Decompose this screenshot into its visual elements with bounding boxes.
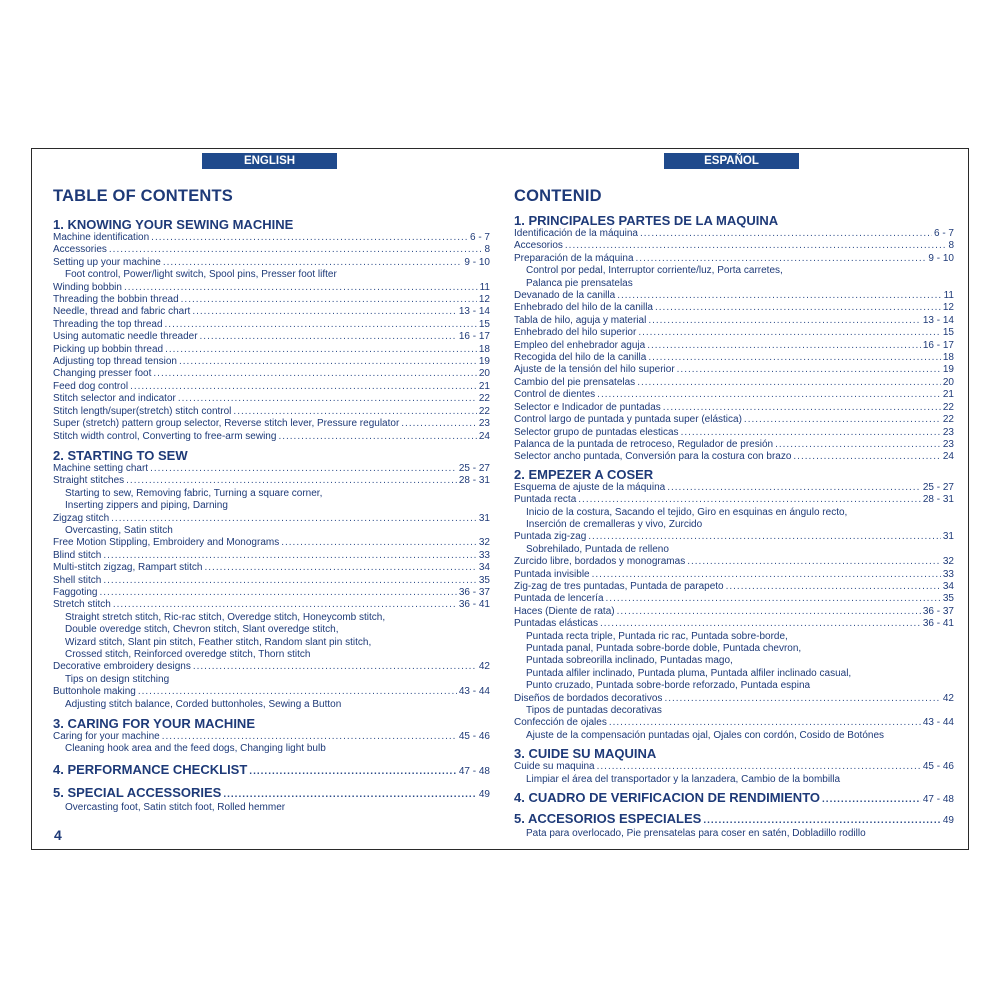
entry-label: Selector ancho puntada, Conversión para la costura con brazo — [514, 451, 792, 463]
toc-entry — [53, 513, 490, 525]
entry-page-number: 22 — [478, 393, 490, 405]
entry-subtopics: Inserción de cremalleras y vivo, Zurcido — [526, 518, 703, 530]
entry-subtopics: Cleaning hook area and the feed dogs, Changing light bulb — [65, 743, 326, 755]
toc-entry — [53, 319, 490, 331]
entry-page-number: 21 — [478, 380, 490, 392]
section-page-number: 49 — [478, 788, 490, 800]
entry-page-number: 35 — [478, 574, 490, 586]
section-page-number: 47 - 48 — [922, 794, 954, 806]
entry-page-number: 43 - 44 — [922, 717, 954, 729]
entry-subtopics: Adjusting stitch balance, Corded buttonholes, Sewing a Button — [65, 698, 342, 710]
entry-page-number: 12 — [942, 302, 954, 314]
entry-page-number: 18 — [478, 343, 490, 355]
toc-entry — [514, 451, 954, 463]
dot-leader — [179, 356, 477, 368]
toc-section-heading — [53, 716, 490, 731]
entry-label: Puntada recta — [514, 494, 577, 506]
section-page-number: 47 - 48 — [458, 765, 490, 777]
dot-leader — [606, 593, 941, 605]
dot-leader — [192, 306, 457, 318]
section-page-number: 49 — [942, 815, 954, 827]
entry-page-number: 35 — [942, 593, 954, 605]
dot-leader — [647, 340, 921, 352]
entry-label: Cambio del pie prensatelas — [514, 376, 636, 388]
entry-page-number: 42 — [478, 661, 490, 673]
toc-entry — [514, 389, 954, 401]
spanish-language-tab: ESPAÑOL — [664, 153, 799, 169]
entry-label: Tabla de hilo, aguja y material — [514, 314, 647, 326]
section-title: 1. KNOWING YOUR SEWING MACHINE — [53, 217, 294, 232]
entry-page-number: 22 — [942, 414, 954, 426]
entry-label: Zurcido libre, bordados y monogramas — [514, 556, 686, 568]
entry-label: Selector grupo de puntadas elesticas — [514, 426, 679, 438]
entry-page-number: 16 - 17 — [922, 339, 954, 351]
dot-leader — [775, 439, 941, 451]
dot-leader — [744, 414, 941, 426]
toc-section-heading — [53, 762, 490, 779]
entry-label: Threading the top thread — [53, 318, 163, 330]
entry-label: Stitch length/super(stretch) stitch control — [53, 405, 232, 417]
entry-label: Buttonhole making — [53, 686, 136, 698]
entry-subtopics: Pata para overlocado, Pie prensatelas para coser en satén, Dobladillo rodillo — [526, 828, 866, 840]
toc-entry — [53, 587, 490, 599]
toc-entry — [514, 761, 954, 773]
entry-label: Machine identification — [53, 232, 150, 243]
entry-label: Identificación de la máquina — [514, 228, 638, 239]
toc-entry — [514, 581, 954, 593]
toc-entry — [53, 575, 490, 587]
spanish-toc-list — [514, 213, 954, 840]
dot-leader — [165, 319, 477, 331]
dot-leader — [638, 327, 941, 339]
toc-entry — [53, 661, 490, 673]
toc-entry — [53, 232, 490, 244]
dot-leader — [99, 587, 456, 599]
entry-subtopics: Foot control, Power/light switch, Spool pins, Presser foot lifter — [65, 269, 337, 281]
toc-entry — [53, 686, 490, 698]
dot-leader — [153, 368, 476, 380]
dot-leader — [281, 537, 477, 549]
dot-leader — [111, 513, 477, 525]
entry-label: Accesorios — [514, 240, 563, 252]
entry-label: Enhebrado del hilo de la canilla — [514, 302, 653, 314]
dot-leader — [578, 494, 921, 506]
entry-page-number: 9 - 10 — [928, 252, 954, 264]
entry-label: Puntada zig-zag — [514, 531, 587, 543]
entry-page-number: 23 — [478, 418, 490, 430]
entry-page-number: 45 - 46 — [458, 731, 490, 743]
entry-subtopics: Tips on design stitching — [65, 673, 170, 685]
entry-page-number: 25 - 27 — [922, 481, 954, 493]
entry-subtopics: Inserting zippers and piping, Darning — [65, 500, 228, 512]
entry-page-number: 32 — [478, 537, 490, 549]
toc-entry — [514, 302, 954, 314]
dot-leader — [655, 302, 941, 314]
entry-subtopics: Overcasting, Satin stitch — [65, 524, 173, 536]
dot-leader — [124, 282, 478, 294]
toc-entry — [53, 463, 490, 475]
entry-subtopics: Limpiar el área del transportador y la lanzadera, Cambio de la bombilla — [526, 773, 841, 785]
entry-subtopics: Puntada sobreorilla inclinado, Puntadas mago, — [526, 655, 733, 667]
toc-entry — [514, 531, 954, 543]
entry-page-number: 13 - 14 — [922, 314, 954, 326]
english-toc-list — [53, 217, 490, 814]
entry-label: Stitch selector and indicator — [53, 393, 176, 405]
toc-entry — [53, 331, 490, 343]
entry-page-number: 36 - 37 — [458, 586, 490, 598]
toc-entry — [514, 414, 954, 426]
dot-leader — [636, 253, 927, 265]
entry-page-number: 33 — [478, 549, 490, 561]
entry-label: Haces (Diente de rata) — [514, 605, 615, 617]
toc-entry — [514, 240, 954, 252]
dot-leader — [617, 290, 941, 302]
toc-entry — [514, 569, 954, 581]
dot-leader — [637, 377, 941, 389]
entry-subtopics: Palanca pie prensatelas — [526, 277, 633, 289]
dot-leader — [597, 761, 921, 773]
dot-leader — [677, 364, 941, 376]
entry-page-number: 6 - 7 — [933, 228, 954, 239]
entry-label: Confección de ojales — [514, 717, 607, 729]
entry-label: Adjusting top thread tension — [53, 356, 177, 368]
toc-entry — [514, 427, 954, 439]
entry-page-number: 28 - 31 — [922, 494, 954, 506]
toc-entry — [53, 393, 490, 405]
entry-label: Multi-stitch zigzag, Rampart stitch — [53, 562, 203, 574]
entry-label: Accessories — [53, 244, 107, 256]
toc-entry — [53, 431, 490, 443]
entry-page-number: 25 - 27 — [458, 462, 490, 474]
entry-page-number: 20 — [478, 368, 490, 380]
toc-entry — [514, 364, 954, 376]
section-title: 2. STARTING TO SEW — [53, 447, 188, 463]
entry-page-number: 33 — [942, 568, 954, 580]
dot-leader — [193, 661, 477, 673]
entry-page-number: 8 — [484, 244, 490, 256]
entry-label: Selector e Indicador de puntadas — [514, 401, 661, 413]
dot-leader — [664, 693, 940, 705]
entry-page-number: 23 — [942, 426, 954, 438]
entry-page-number: 8 — [948, 240, 954, 252]
toc-entry — [514, 402, 954, 414]
toc-section-heading — [514, 790, 954, 807]
dot-leader — [640, 228, 932, 240]
entry-label: Preparación de la máquina — [514, 252, 634, 264]
toc-entry — [53, 537, 490, 549]
toc-section-heading — [514, 811, 954, 828]
entry-page-number: 42 — [942, 692, 954, 704]
dot-leader — [609, 717, 921, 729]
entry-label: Threading the bobbin thread — [53, 294, 179, 306]
dot-leader — [126, 475, 457, 487]
entry-page-number: 12 — [478, 294, 490, 306]
spanish-toc-title: CONTENID — [514, 187, 602, 205]
dot-leader — [565, 240, 947, 252]
entry-label: Stretch stitch — [53, 599, 111, 611]
entry-subtopics: Tipos de puntadas decorativas — [526, 705, 662, 717]
dot-leader — [162, 731, 457, 743]
toc-entry — [53, 294, 490, 306]
entry-label: Devanado de la canilla — [514, 290, 616, 302]
toc-entry — [53, 244, 490, 256]
entry-page-number: 24 — [478, 430, 490, 442]
dot-leader — [681, 427, 941, 439]
dot-leader — [151, 232, 468, 244]
toc-entry — [514, 352, 954, 364]
entry-label: Needle, thread and fabric chart — [53, 306, 191, 318]
dot-leader — [178, 393, 477, 405]
dot-leader — [663, 402, 941, 414]
entry-subtopics: Crossed stitch, Reinforced overedge stitch, Thorn stitch — [65, 649, 311, 660]
entry-page-number: 21 — [942, 389, 954, 401]
toc-entry — [53, 356, 490, 368]
dot-leader — [113, 599, 457, 611]
entry-subtopics: Ajuste de la compensación puntadas ojal, Ojales con cordón, Cosido de Botónes — [526, 729, 885, 741]
entry-label: Winding bobbin — [53, 281, 122, 293]
entry-subtopics: Inicio de la costura, Sacando el tejido, Giro en esquinas en ángulo recto, — [526, 506, 848, 518]
section-title: 3. CUIDE SU MAQUINA — [514, 746, 657, 762]
entry-page-number: 19 — [478, 356, 490, 368]
toc-section-heading — [53, 785, 490, 802]
toc-entry — [514, 253, 954, 265]
dot-leader — [165, 344, 477, 356]
entry-label: Super (stretch) pattern group selector, Reverse stitch lever, Pressure regulator — [53, 418, 400, 430]
toc-entry — [53, 406, 490, 418]
toc-section-heading — [514, 746, 954, 761]
entry-subtopics: Wizard stitch, Slant pin stitch, Feather stitch, Random slant pin stitch, — [65, 636, 372, 648]
toc-entry — [53, 731, 490, 743]
entry-label: Puntada de lencería — [514, 593, 604, 605]
toc-entry — [514, 290, 954, 302]
entry-page-number: 13 - 14 — [458, 306, 490, 318]
dot-leader — [703, 813, 941, 828]
entry-label: Stitch width control, Converting to free-arm sewing — [53, 430, 277, 442]
entry-label: Setting up your machine — [53, 256, 161, 268]
toc-entry — [514, 693, 954, 705]
entry-page-number: 24 — [942, 451, 954, 463]
toc-entry — [514, 494, 954, 506]
dot-leader — [130, 381, 477, 393]
entry-label: Puntadas elásticas — [514, 618, 598, 630]
entry-page-number: 23 — [942, 438, 954, 450]
dot-leader — [600, 618, 921, 630]
dot-leader — [726, 581, 941, 593]
section-title: 3. CARING FOR YOUR MACHINE — [53, 716, 255, 732]
entry-label: Blind stitch — [53, 549, 102, 561]
toc-entry — [514, 556, 954, 568]
toc-section-heading — [53, 217, 490, 232]
toc-entry — [53, 282, 490, 294]
english-language-tab: ENGLISH — [202, 153, 337, 169]
manual-page-spread — [31, 148, 969, 850]
dot-leader — [181, 294, 477, 306]
entry-page-number: 9 - 10 — [464, 256, 490, 268]
entry-subtopics: Straight stretch stitch, Ric-rac stitch, Overedge stitch, Honeycomb stitch, — [65, 611, 386, 623]
dot-leader — [617, 606, 921, 618]
dot-leader — [200, 331, 457, 343]
entry-page-number: 15 — [942, 327, 954, 339]
entry-page-number: 22 — [942, 401, 954, 413]
entry-label: Caring for your machine — [53, 731, 160, 743]
toc-entry — [514, 377, 954, 389]
toc-section-heading — [514, 213, 954, 228]
toc-entry — [53, 257, 490, 269]
toc-entry — [53, 418, 490, 430]
dot-leader — [150, 463, 457, 475]
entry-page-number: 34 — [478, 562, 490, 574]
entry-page-number: 15 — [478, 318, 490, 330]
toc-entry — [53, 475, 490, 487]
entry-page-number: 22 — [478, 405, 490, 417]
toc-entry — [53, 550, 490, 562]
toc-section-heading — [53, 448, 490, 463]
entry-page-number: 28 - 31 — [458, 475, 490, 487]
toc-entry — [514, 606, 954, 618]
dot-leader — [687, 556, 941, 568]
entry-subtopics: Overcasting foot, Satin stitch foot, Rolled hemmer — [65, 801, 286, 813]
english-toc-title: TABLE OF CONTENTS — [53, 187, 234, 205]
toc-entry — [514, 618, 954, 630]
dot-leader — [588, 531, 941, 543]
entry-label: Zigzag stitch — [53, 512, 110, 524]
section-title: 4. CUADRO DE VERIFICACION DE RENDIMIENTO — [514, 790, 821, 806]
entry-label: Straight stitches — [53, 475, 125, 487]
dot-leader — [249, 764, 457, 779]
dot-leader — [278, 431, 476, 443]
entry-label: Empleo del enhebrador aguja — [514, 339, 646, 351]
entry-label: Free Motion Stippling, Embroidery and Monograms — [53, 537, 280, 549]
entry-subtopics: Puntada panal, Puntada sobre-borde doble, Puntada chevron, — [526, 643, 802, 654]
entry-page-number: 36 - 37 — [922, 605, 954, 617]
toc-entry — [514, 717, 954, 729]
dot-leader — [205, 562, 477, 574]
entry-subtopics: Punto cruzado, Puntada sobre-borde reforzado, Puntada espina — [526, 680, 811, 692]
entry-subtopics: Puntada alfiler inclinado, Puntada pluma, Puntada alfiler inclinado casual, — [526, 667, 852, 679]
dot-leader — [103, 575, 477, 587]
entry-label: Faggoting — [53, 586, 98, 598]
entry-subtopics: Control por pedal, Interruptor corriente/luz, Porta carretes, — [526, 265, 783, 277]
entry-label: Diseños de bordados decorativos — [514, 692, 663, 704]
toc-entry — [514, 340, 954, 352]
entry-page-number: 36 - 41 — [922, 618, 954, 630]
entry-page-number: 32 — [942, 556, 954, 568]
entry-subtopics: Puntada recta triple, Puntada ric rac, Puntada sobre-borde, — [526, 630, 788, 642]
dot-leader — [138, 686, 457, 698]
entry-subtopics: Double overedge stitch, Chevron stitch, Slant overedge stitch, — [65, 624, 339, 636]
section-title: 1. PRINCIPALES PARTES DE LA MAQUINA — [514, 213, 779, 228]
entry-label: Puntada invisible — [514, 568, 590, 580]
entry-label: Palanca de la puntada de retroceso, Regulador de presión — [514, 438, 774, 450]
dot-leader — [793, 451, 940, 463]
entry-label: Control largo de puntada y puntada super (elástica) — [514, 414, 742, 426]
section-title: 2. EMPEZER A COSER — [514, 466, 654, 482]
section-title: 4. PERFORMANCE CHECKLIST — [53, 761, 248, 777]
entry-label: Using automatic needle threader — [53, 331, 198, 343]
dot-leader — [822, 792, 921, 807]
entry-page-number: 31 — [942, 531, 954, 543]
entry-label: Shell stitch — [53, 574, 102, 586]
dot-leader — [648, 315, 921, 327]
entry-label: Recogida del hilo de la canilla — [514, 352, 647, 364]
toc-entry — [53, 344, 490, 356]
dot-leader — [597, 389, 941, 401]
entry-page-number: 18 — [942, 352, 954, 364]
toc-entry — [53, 368, 490, 380]
toc-entry — [514, 439, 954, 451]
entry-page-number: 11 — [943, 290, 954, 302]
entry-label: Esquema de ajuste de la máquina — [514, 481, 666, 493]
entry-label: Decorative embroidery designs — [53, 661, 191, 673]
dot-leader — [667, 482, 921, 494]
toc-entry — [514, 228, 954, 240]
toc-entry — [53, 381, 490, 393]
entry-label: Control de dientes — [514, 389, 596, 401]
entry-subtopics: Starting to sew, Removing fabric, Turning a square corner, — [65, 487, 323, 499]
entry-page-number: 20 — [942, 376, 954, 388]
entry-page-number: 6 - 7 — [469, 232, 490, 243]
dot-leader — [109, 244, 483, 256]
entry-label: Machine setting chart — [53, 462, 149, 474]
entry-page-number: 36 - 41 — [458, 599, 490, 611]
entry-page-number: 19 — [942, 364, 954, 376]
toc-entry — [514, 482, 954, 494]
dot-leader — [233, 406, 476, 418]
dot-leader — [163, 257, 463, 269]
dot-leader — [103, 550, 477, 562]
entry-page-number: 45 - 46 — [922, 761, 954, 773]
toc-entry — [53, 599, 490, 611]
entry-label: Ajuste de la tensión del hilo superior — [514, 364, 675, 376]
entry-label: Enhebrado del hilo superior — [514, 327, 637, 339]
toc-entry — [514, 593, 954, 605]
entry-page-number: 31 — [478, 512, 490, 524]
entry-label: Zig-zag de tres puntadas, Puntada de parapeto — [514, 580, 724, 592]
toc-entry — [53, 562, 490, 574]
dot-leader — [592, 569, 941, 581]
section-title: 5. ACCESORIOS ESPECIALES — [514, 811, 702, 827]
toc-entry — [514, 327, 954, 339]
entry-label: Cuide su maquina — [514, 761, 595, 773]
toc-entry — [53, 306, 490, 318]
entry-label: Changing presser foot — [53, 368, 152, 380]
entry-page-number: 11 — [479, 281, 490, 293]
toc-entry — [514, 315, 954, 327]
dot-leader — [648, 352, 941, 364]
entry-subtopics: Sobrehilado, Puntada de relleno — [526, 543, 669, 555]
toc-section-heading — [514, 467, 954, 482]
entry-label: Feed dog control — [53, 380, 129, 392]
entry-page-number: 43 - 44 — [458, 686, 490, 698]
entry-label: Picking up bobbin thread — [53, 343, 164, 355]
section-title: 5. SPECIAL ACCESSORIES — [53, 784, 222, 800]
dot-leader — [401, 418, 477, 430]
page-number: 4 — [54, 827, 62, 843]
entry-page-number: 16 - 17 — [458, 331, 490, 343]
dot-leader — [223, 787, 477, 802]
entry-page-number: 34 — [942, 580, 954, 592]
